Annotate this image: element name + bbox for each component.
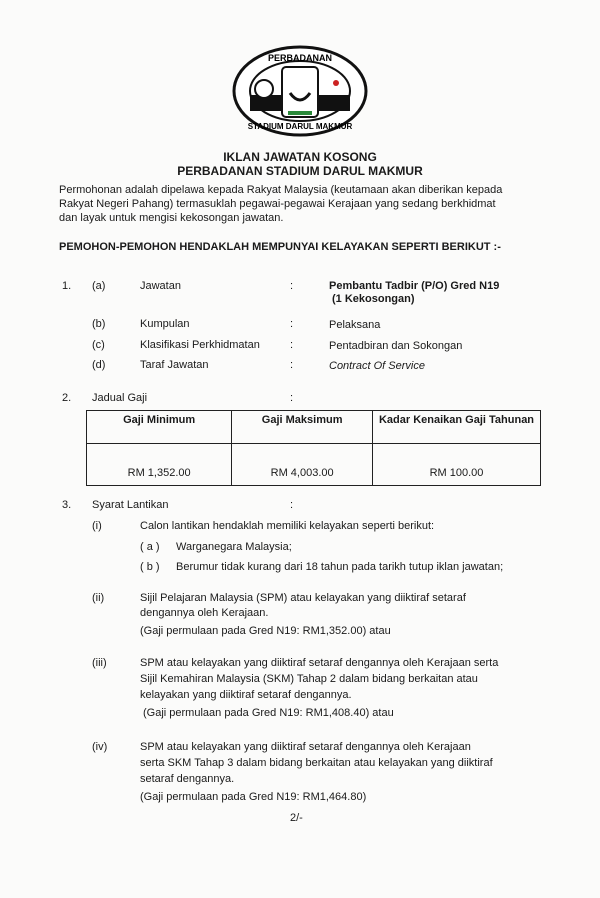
intro-line: Rakyat Negeri Pahang) termasuklah pegawai-pegawai Kerajaan yang sedang berkhidmat [59,198,496,210]
page-continuation: 2/- [290,812,303,824]
item-text: kelayakan yang diiktiraf setaraf dengannya. [140,689,352,701]
header-cell: Gaji Minimum [87,411,232,444]
colon: : [290,339,294,351]
title: IKLAN JAWATAN KOSONG [223,150,377,164]
section-number: 2. [62,392,72,404]
header-cell: Kadar Kenaikan Gaji Tahunan [373,411,541,444]
item-text: dengannya oleh Kerajaan. [140,607,269,619]
item-text: setaraf dengannya. [140,773,235,785]
field-label: Klasifikasi Perkhidmatan [140,339,260,351]
section-number: 3. [62,499,72,511]
svg-text:STADIUM DARUL MAKMUR: STADIUM DARUL MAKMUR [247,122,353,131]
intro-line: Permohonan adalah dipelawa kepada Rakyat Malaysia (keutamaan akan diberikan kepada [59,184,503,196]
colon: : [290,318,294,330]
field-value: Pentadbiran dan Sokongan [329,340,463,352]
item-text: SPM atau kelayakan yang diiktiraf setaraf dengannya oleh Kerajaan serta [140,657,499,669]
colon: : [290,280,294,292]
field-value: Contract Of Service [329,360,425,372]
item-text: serta SKM Tahap 3 dalam bidang berkaitan atau kelayakan yang diiktiraf [140,757,493,769]
item-key: (ii) [92,592,105,604]
item-text: (Gaji permulaan pada Gred N19: RM1,352.00) atau [140,625,391,637]
item-text: Calon lantikan hendaklah memiliki kelayakan seperti berikut: [140,520,435,532]
item-key: (a) [92,280,106,292]
section-number: 1. [62,280,72,292]
table-header-row [87,411,541,444]
table-row [87,444,541,486]
intro-line: dan layak untuk mengisi kekosongan jawatan. [59,212,284,224]
field-label: Jawatan [140,280,181,292]
item-text: Berumur tidak kurang dari 18 tahun pada tarikh tutup iklan jawatan; [176,561,504,573]
item-key: (d) [92,359,106,371]
svg-text:PERBADANAN: PERBADANAN [267,53,333,63]
item-key: (c) [92,339,105,351]
item-text: Sijil Pelajaran Malaysia (SPM) atau kelayakan yang diiktiraf setaraf [140,592,466,604]
section-label: Syarat Lantikan [92,499,169,511]
colon: : [290,359,294,371]
field-label: Kumpulan [140,318,190,330]
colon: : [290,499,294,511]
item-key: (iii) [92,657,107,669]
field-value: Pembantu Tadbir (P/O) Gred N19 [329,280,500,292]
header-cell: Gaji Maksimum [232,411,373,444]
item-key: ( b ) [140,561,160,573]
item-text: (Gaji permulaan pada Gred N19: RM1,464.80) [140,791,367,803]
item-key: ( a ) [140,541,160,553]
field-value: (1 Kekosongan) [332,293,415,305]
cell: RM 100.00 [373,444,541,486]
colon: : [290,392,294,404]
salary-table [86,410,541,486]
field-label: Taraf Jawatan [140,359,209,371]
item-key: (iv) [92,741,108,753]
cell: RM 1,352.00 [87,444,232,486]
subtitle: PERBADANAN STADIUM DARUL MAKMUR [177,164,423,178]
item-text: SPM atau kelayakan yang diiktiraf setaraf dengannya oleh Kerajaan [140,741,471,753]
stadium-logo [232,45,368,137]
item-key: (b) [92,318,106,330]
item-text: Warganegara Malaysia; [176,541,292,553]
item-key: (i) [92,520,102,532]
cell: RM 4,003.00 [232,444,373,486]
section-label: Jadual Gaji [92,392,148,404]
item-text: (Gaji permulaan pada Gred N19: RM1,408.40) atau [143,707,394,719]
field-value: Pelaksana [329,319,381,331]
item-text: Sijil Kemahiran Malaysia (SKM) Tahap 2 dalam bidang berkaitan atau [140,673,478,685]
requirements-heading: PEMOHON-PEMOHON HENDAKLAH MEMPUNYAI KELAYAKAN SEPERTI BERIKUT :- [59,241,501,253]
